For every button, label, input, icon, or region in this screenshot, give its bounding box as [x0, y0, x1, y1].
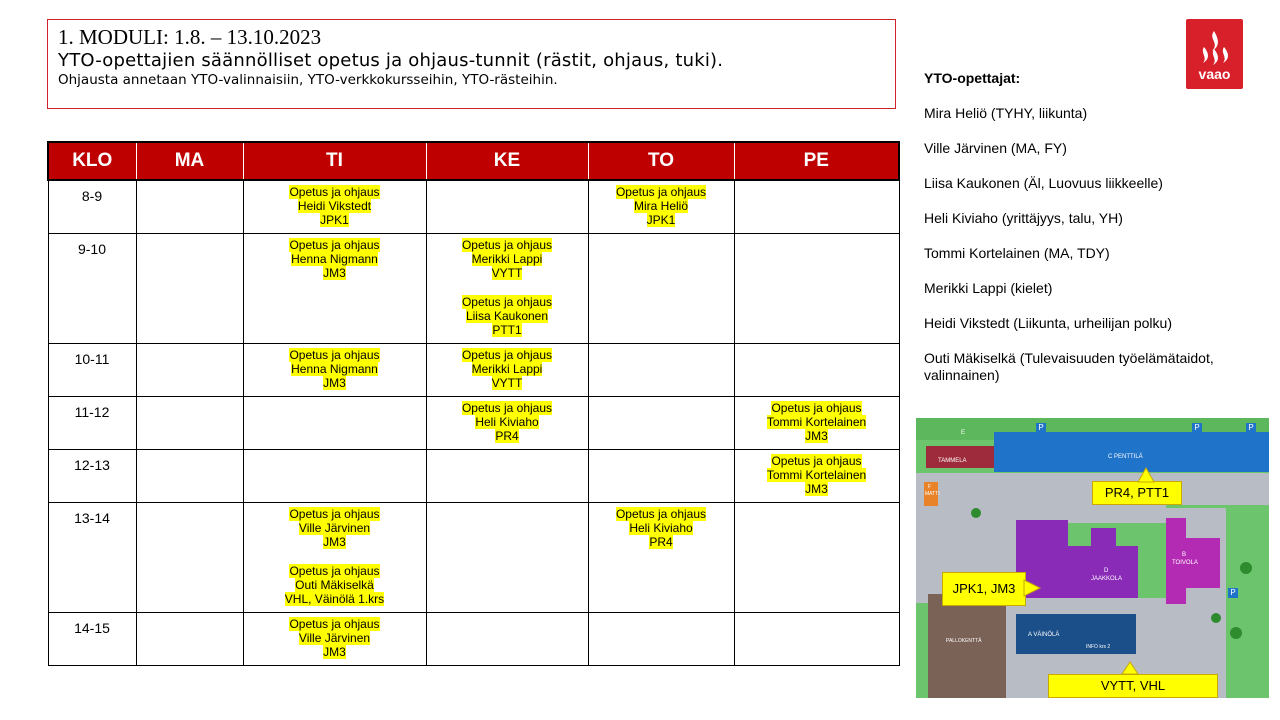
teacher-item: Outi Mäkiselkä (Tulevaisuuden työelämätaidot, valinnainen)	[924, 350, 1214, 383]
cell-pe	[734, 449, 899, 502]
lesson-entry: Opetus ja ohjaus Heidi Vikstedt JPK1	[289, 185, 380, 227]
building-b-label: B	[1182, 552, 1187, 558]
cell-ma	[136, 502, 243, 612]
lesson-entry: Opetus ja ohjaus Heli Kiviaho PR4	[615, 506, 707, 549]
cell-ma	[136, 396, 243, 449]
cell-to	[588, 343, 734, 396]
cell-ke	[426, 612, 588, 665]
teacher-item: Ville Järvinen (MA, FY)	[924, 140, 1067, 156]
time-cell: 10-11	[48, 343, 136, 396]
lesson-entry: Opetus ja ohjaus Tommi Kortelainen JM3	[766, 400, 867, 443]
cell-ke	[426, 449, 588, 502]
campus-map	[916, 418, 1269, 698]
lesson-entry: Opetus ja ohjaus Henna Nigmann JM3	[289, 237, 380, 280]
module-title: 1. MODULI: 1.8. – 13.10.2023	[58, 25, 322, 49]
cell-ma	[136, 449, 243, 502]
parking-icon: P	[1192, 423, 1202, 433]
cell-ma	[136, 180, 243, 233]
map-label-vytt: VYTT, VHL	[1048, 674, 1218, 698]
teacher-item: Mira Heliö (TYHY, liikunta)	[924, 105, 1088, 121]
time-cell: 14-15	[48, 612, 136, 665]
lesson-entry: Opetus ja ohjaus Henna Nigmann JM3	[289, 347, 380, 390]
lesson-entry: Opetus ja ohjaus Ville Järvinen JM3	[289, 506, 380, 549]
cell-ke	[426, 502, 588, 612]
building-c-label: C PENTTILÄ	[1108, 454, 1143, 460]
module-note: Ohjausta annetaan YTO-valinnaisiin, YTO-verkkokursseihin, YTO-rästeihin.	[58, 72, 558, 88]
info-label: INFO krs 2	[1086, 644, 1111, 650]
cell-to	[588, 449, 734, 502]
table-row	[48, 502, 899, 612]
cell-ti	[243, 233, 426, 343]
timetable-header-row	[48, 142, 899, 180]
module-header	[47, 19, 896, 109]
lesson-entry: Opetus ja ohjaus Heli Kiviaho PR4	[461, 400, 553, 443]
parking-icon: P	[1246, 423, 1256, 433]
table-row	[48, 180, 899, 233]
table-row	[48, 449, 899, 502]
teacher-item: Heidi Vikstedt (Liikunta, urheilijan polku)	[924, 315, 1172, 331]
col-header-ti: TI	[243, 142, 426, 180]
cell-to	[588, 233, 734, 343]
building-e-label: E	[961, 430, 966, 436]
parking-icon: P	[1036, 423, 1046, 433]
cell-ke	[426, 233, 588, 343]
lesson-entry: Opetus ja ohjaus Ville Järvinen JM3	[289, 616, 380, 659]
table-row	[48, 343, 899, 396]
table-row	[48, 233, 899, 343]
teacher-item: Tommi Kortelainen (MA, TDY)	[924, 245, 1110, 261]
building-matti-label: MATTI	[925, 491, 940, 497]
lesson-entry: Opetus ja ohjaus Mira Heliö JPK1	[615, 185, 707, 227]
teacher-list	[924, 70, 1264, 402]
cell-ma	[136, 343, 243, 396]
lesson-entry: Opetus ja ohjaus Outi Mäkiselkä VHL, Väinölä 1.krs	[284, 563, 385, 606]
col-header-pe: PE	[734, 142, 899, 180]
table-row	[48, 612, 899, 665]
col-header-klo: KLO	[48, 142, 136, 180]
map-label-jpk: JPK1, JM3	[942, 572, 1026, 606]
svg-text:vaao: vaao	[1198, 66, 1231, 82]
lesson-entry: Opetus ja ohjaus Tommi Kortelainen JM3	[766, 453, 867, 496]
cell-pe	[734, 502, 899, 612]
parking-icon: P	[1228, 588, 1238, 598]
cell-ti	[243, 180, 426, 233]
building-d-label: D	[1104, 568, 1109, 574]
pallokentta-label: PALLOKENTTÄ	[946, 638, 982, 644]
building-jaakkola-label: JAAKKOLA	[1091, 576, 1123, 582]
cell-pe	[734, 343, 899, 396]
lesson-entry: Opetus ja ohjaus Merikki Lappi VYTT	[461, 237, 553, 280]
table-row	[48, 396, 899, 449]
cell-ke	[426, 396, 588, 449]
time-cell: 13-14	[48, 502, 136, 612]
cell-to	[588, 180, 734, 233]
cell-ke	[426, 343, 588, 396]
cell-ke	[426, 180, 588, 233]
building-toivola-label: TOIVOLA	[1172, 560, 1198, 566]
timetable	[47, 141, 900, 666]
cell-pe	[734, 233, 899, 343]
teacher-item: Heli Kiviaho (yrittäjyys, talu, YH)	[924, 210, 1123, 226]
time-cell: 12-13	[48, 449, 136, 502]
cell-to	[588, 612, 734, 665]
teacher-item: Merikki Lappi (kielet)	[924, 280, 1053, 296]
cell-ti	[243, 396, 426, 449]
time-cell: 11-12	[48, 396, 136, 449]
teacher-item: Liisa Kaukonen (Äl, Luovuus liikkeelle)	[924, 175, 1163, 191]
cell-pe	[734, 396, 899, 449]
col-header-to: TO	[588, 142, 734, 180]
map-label-pr4: PR4, PTT1	[1092, 481, 1182, 505]
time-cell: 8-9	[48, 180, 136, 233]
cell-pe	[734, 180, 899, 233]
time-cell: 9-10	[48, 233, 136, 343]
building-f-label: F	[928, 484, 932, 490]
col-header-ma: MA	[136, 142, 243, 180]
cell-ti	[243, 449, 426, 502]
building-tammela-label: TAMMELA	[938, 458, 967, 464]
cell-ma	[136, 612, 243, 665]
lesson-entry: Opetus ja ohjaus Merikki Lappi VYTT	[461, 347, 553, 390]
cell-ti	[243, 502, 426, 612]
col-header-ke: KE	[426, 142, 588, 180]
lesson-entry: Opetus ja ohjaus Liisa Kaukonen PTT1	[461, 294, 553, 337]
module-subtitle: YTO-opettajien säännölliset opetus ja ohjaus-tunnit (rästit, ohjaus, tuki).	[58, 50, 724, 71]
building-a-label: A VÄINÖLÄ	[1028, 632, 1060, 638]
teacher-list-title: YTO-opettajat:	[924, 70, 1021, 86]
cell-ti	[243, 343, 426, 396]
cell-ma	[136, 233, 243, 343]
cell-ti	[243, 612, 426, 665]
cell-to	[588, 396, 734, 449]
cell-pe	[734, 612, 899, 665]
cell-to	[588, 502, 734, 612]
